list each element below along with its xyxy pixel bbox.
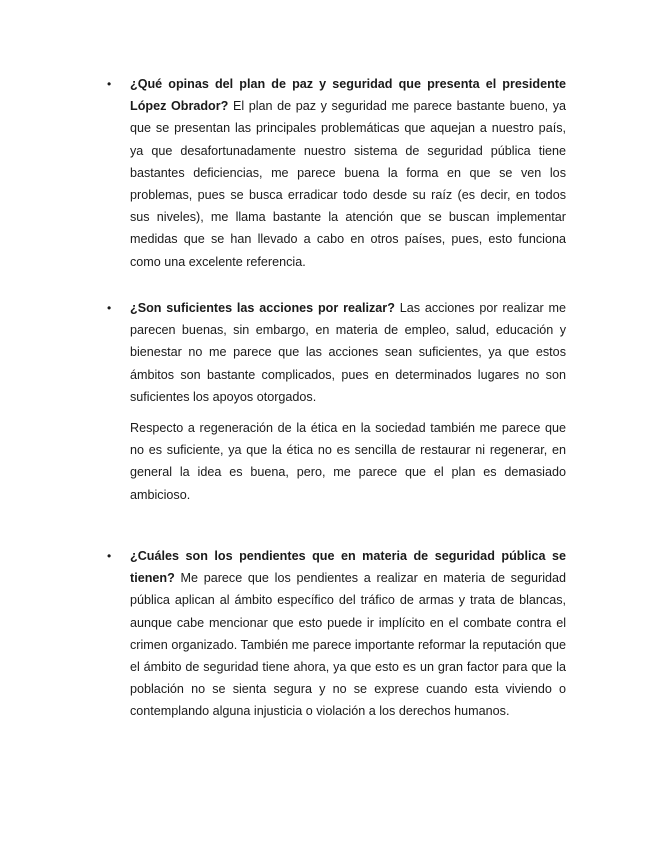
list-item: [96, 73, 566, 273]
answer-text: El plan de paz y seguridad me parece bastante bueno, ya que se presentan las principales problemáticas que aquejan a nuestro país, ya que desafortunadamente nuestro sistema de seguridad pública tiene bastantes deficiencias, me parece buena la forma en que se ven los problemas, pues se busca erradicar todo desde su raíz (es decir, en todos sus niveles), me llama bastante la atención que se buscan implementar medidas que se han llevado a cabo en otros países, pues, esto funciona como una excelente referencia.: [130, 99, 566, 269]
question-text: ¿Son suficientes las acciones por realizar?: [130, 301, 395, 315]
question-text: ¿Qué opinas del plan de paz y seguridad que presenta el presidente López Obrador?: [130, 77, 566, 114]
list-item: [96, 297, 566, 506]
answer-text: Me parece que los pendientes a realizar en materia de seguridad pública aplican al ámbito específico del tráfico de armas y trata de blancas, aunque cabe mencionar que esto puede ir implícito en el combate contra el crimen organizado. También me parece importante reformar la reputación que el ámbito de seguridad tiene ahora, ya que esto es un gran factor para que la población no se sienta segura y no se exprese cuando esta viviendo o contemplando alguna injusticia o violación a los derechos humanos.: [130, 571, 566, 719]
bullet-point: •: [107, 77, 112, 91]
paragraph: [130, 73, 566, 273]
question-text: ¿Cuáles son los pendientes que en materia de seguridad pública se tienen?: [130, 549, 566, 586]
paragraph: [130, 545, 566, 723]
answer-text: Las acciones por realizar me parecen buenas, sin embargo, en materia de empleo, salud, educación y bienestar no me parece que las acciones sean suficientes, ya que estos ámbitos son bastante complicados, pues en determinados lugares no son suficientes los apoyos otorgados.: [130, 301, 567, 404]
bullet-point: •: [107, 549, 112, 563]
bullet-point: •: [107, 301, 112, 315]
paragraph-continuation: Respecto a regeneración de la ética en la sociedad también me parece que no es suficiente, ya que la ética no es sencilla de restaurar ni regenerar, en general la idea es buena, pero, me parece que el plan es demasiado ambicioso.: [130, 421, 566, 502]
paragraph: [130, 297, 566, 408]
list-item: [96, 545, 566, 723]
